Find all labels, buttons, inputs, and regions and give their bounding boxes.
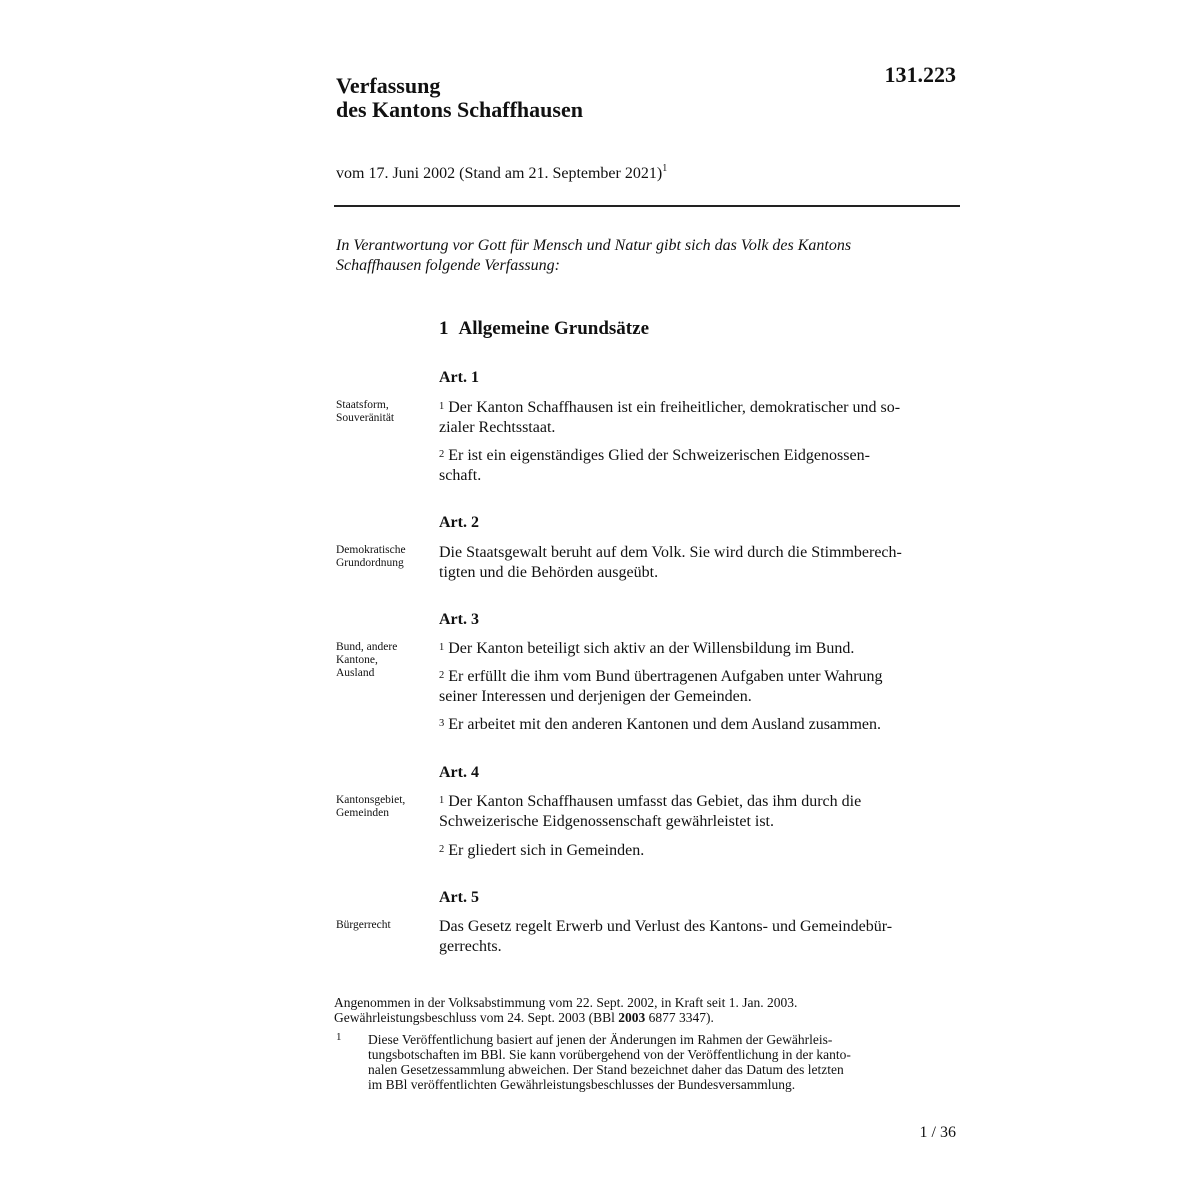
para-line: Der Kanton beteiligt sich aktiv an der Willensbildung im Bund. <box>448 640 855 657</box>
title-line-1: Verfassung <box>336 73 441 98</box>
article-1-margin-note <box>336 399 431 425</box>
para-line: Die Staatsgewalt beruht auf dem Volk. Sie wird durch die Stimmberech- <box>439 544 902 561</box>
article-5-title: Art. 5 <box>439 889 479 906</box>
article-4-para-2 <box>439 841 956 861</box>
guarantee-prefix: Gewährleistungsbeschluss vom 24. Sept. 2003 (BBl <box>334 1010 619 1025</box>
page-number: 1 / 36 <box>919 1124 956 1141</box>
margin-line: Kantonsgebiet, <box>336 794 406 806</box>
preamble-line-2: Schaffhausen folgende Verfassung: <box>336 257 560 274</box>
document-date <box>336 165 667 183</box>
para-number: 2 <box>439 449 445 460</box>
adoption-text: Angenommen in der Volksabstimmung vom 22. Sept. 2002, in Kraft seit 1. Jan. 2003. <box>334 995 798 1010</box>
margin-line: Kantone, <box>336 654 378 666</box>
para-number: 3 <box>439 718 445 729</box>
para-number: 1 <box>439 401 445 412</box>
article-1-title: Art. 1 <box>439 369 479 386</box>
footnote-adoption <box>334 995 954 1025</box>
article-3-margin-note <box>336 641 431 680</box>
guarantee-year: 2003 <box>618 1010 646 1025</box>
article-2-title: Art. 2 <box>439 514 479 531</box>
article-1-para-2 <box>439 446 956 486</box>
para-line: Er erfüllt die ihm vom Bund übertragenen Aufgaben unter Wahrung <box>448 668 883 685</box>
article-1-para-1 <box>439 398 956 438</box>
margin-line: Grundordnung <box>336 557 404 569</box>
margin-line: Souveränität <box>336 412 395 424</box>
para-line: seiner Interessen und derjenigen der Gemeinden. <box>439 688 752 705</box>
footnote-1-number: 1 <box>336 1031 342 1043</box>
title-line-2: des Kantons Schaffhausen <box>336 97 583 122</box>
section-number: 1 <box>439 318 449 339</box>
article-3-para-3 <box>439 715 956 735</box>
para-line: gerrechts. <box>439 938 502 955</box>
section-heading <box>439 318 649 340</box>
para-line: Der Kanton Schaffhausen umfasst das Gebiet, das ihm durch die <box>448 793 862 810</box>
para-line: Schweizerische Eidgenossenschaft gewährleistet ist. <box>439 813 774 830</box>
article-5-para <box>439 917 956 957</box>
para-number: 1 <box>439 795 445 806</box>
document-number: 131.223 <box>884 62 956 87</box>
para-line: Er gliedert sich in Gemeinden. <box>448 842 645 859</box>
article-4-title: Art. 4 <box>439 764 479 781</box>
preamble <box>336 236 956 276</box>
preamble-line-1: In Verantwortung vor Gott für Mensch und Natur gibt sich das Volk des Kantons <box>336 237 852 254</box>
para-line: Das Gesetz regelt Erwerb und Verlust des Kantons- und Gemeindebür- <box>439 918 893 935</box>
article-4-para-1 <box>439 792 956 832</box>
footnote-1-text <box>368 1032 948 1092</box>
para-line: schaft. <box>439 467 482 484</box>
para-number: 2 <box>439 670 445 681</box>
section-title: Allgemeine Grundsätze <box>458 318 650 339</box>
article-4-margin-note <box>336 794 431 820</box>
article-3-title: Art. 3 <box>439 611 479 628</box>
date-text: vom 17. Juni 2002 (Stand am 21. September 2021) <box>336 165 663 182</box>
footnote-line: Diese Veröffentlichung basiert auf jenen der Änderungen im Rahmen der Gewährleis- <box>368 1032 833 1047</box>
margin-line: Bürgerrecht <box>336 919 391 931</box>
guarantee-suffix: 6877 3347). <box>645 1010 714 1025</box>
margin-line: Gemeinden <box>336 807 390 819</box>
date-footnote-ref[interactable]: 1 <box>662 163 668 174</box>
para-line: zialer Rechtsstaat. <box>439 419 556 436</box>
guarantee-text <box>334 1010 954 1025</box>
para-line: tigten und die Behörden ausgeübt. <box>439 564 659 581</box>
margin-line: Ausland <box>336 667 375 679</box>
para-number: 1 <box>439 642 445 653</box>
para-line: Er ist ein eigenständiges Glied der Schweizerischen Eidgenossen- <box>448 447 870 464</box>
footnote-line: nalen Gesetzessammlung abweichen. Der Stand bezeichnet daher das Datum des letzten <box>368 1062 844 1077</box>
article-2-margin-note <box>336 544 431 570</box>
footnote-line: im BBl veröffentlichten Gewährleistungsbeschlusses der Bundesversammlung. <box>368 1077 796 1092</box>
margin-line: Bund, andere <box>336 641 398 653</box>
article-3-para-1 <box>439 639 956 659</box>
para-line: Er arbeitet mit den anderen Kantonen und dem Ausland zusammen. <box>448 716 882 733</box>
article-2-para <box>439 543 956 583</box>
footnote-line: tungsbotschaften im BBl. Sie kann vorübergehend von der Veröffentlichung in der kanto- <box>368 1047 851 1062</box>
document-title <box>336 74 583 122</box>
margin-line: Demokratische <box>336 544 406 556</box>
margin-line: Staatsform, <box>336 399 389 411</box>
para-number: 2 <box>439 844 445 855</box>
article-5-margin-note <box>336 919 431 932</box>
para-line: Der Kanton Schaffhausen ist ein freiheitlicher, demokratischer und so- <box>448 399 901 416</box>
article-3-para-2 <box>439 667 956 707</box>
header-divider <box>334 205 960 207</box>
